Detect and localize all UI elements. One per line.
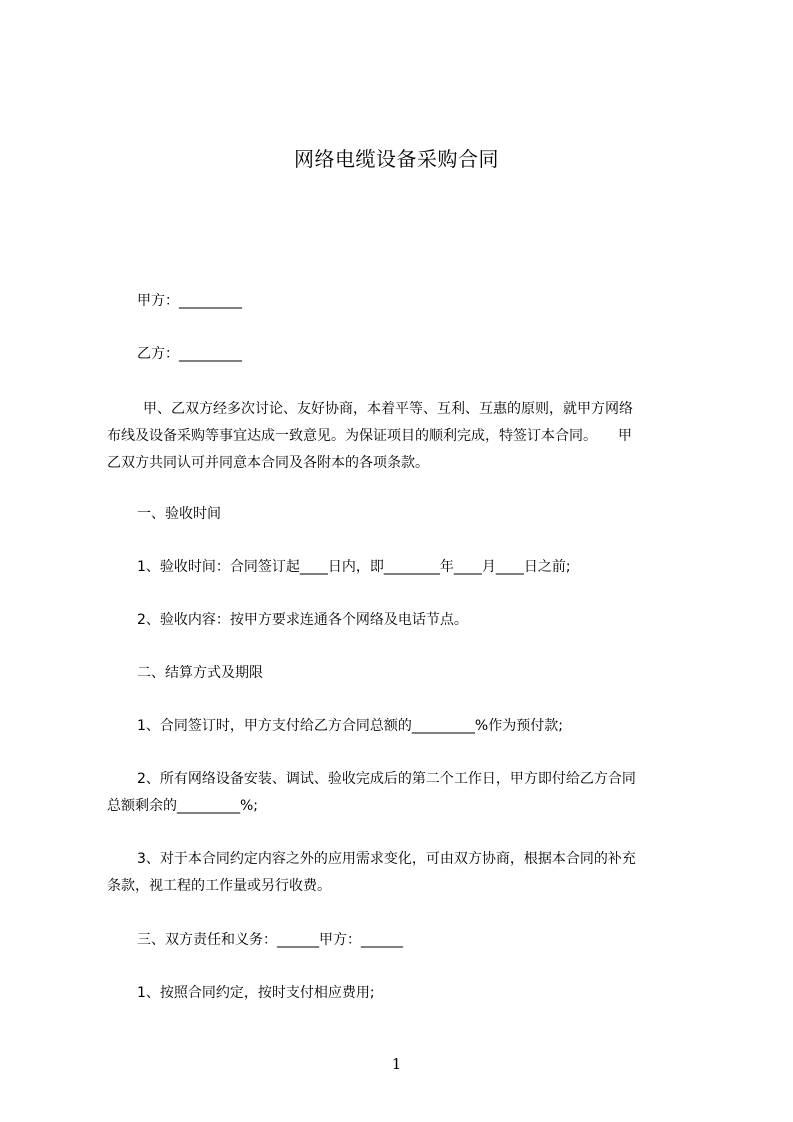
party-a-line: 甲方：_________ <box>137 293 242 309</box>
intro-line: 布线及设备采购等事宜达成一致意见。为保证项目的顺利完成，特签订本合同。 甲 <box>107 428 632 444</box>
settlement-item-line: 总额剩余的_________%; <box>107 798 259 814</box>
section-heading-responsibilities: 三、双方责任和义务：______甲方：______ <box>137 932 403 948</box>
contract-title: 网络电缆设备采购合同 <box>294 147 499 171</box>
settlement-item-line: 3、对于本合同约定内容之外的应用需求变化，可由双方协商，根据本合同的补充 <box>137 851 636 867</box>
responsibility-item: 1、按照合同约定，按时支付相应费用; <box>137 985 375 1001</box>
section-heading-acceptance: 一、验收时间 <box>137 506 221 522</box>
intro-line: 甲、乙双方经多次讨论、友好协商，本着平等、互利、互惠的原则，就甲方网络 <box>143 401 633 417</box>
settlement-item-line: 2、所有网络设备安装、调试、验收完成后的第二个工作日，甲方即付给乙方合同 <box>137 771 636 787</box>
settlement-item: 1、合同签订时，甲方支付给乙方合同总额的_________%作为预付款; <box>137 718 563 734</box>
page-number: 1 <box>391 1055 402 1073</box>
party-b-line: 乙方：_________ <box>137 346 242 362</box>
intro-line: 乙双方共同认可并同意本合同及各附本的各项条款。 <box>107 455 429 471</box>
acceptance-item: 2、验收内容：按甲方要求连通各个网络及电话节点。 <box>137 612 468 628</box>
acceptance-item: 1、验收时间：合同签订起____日内，即________年____月____日之前; <box>137 559 571 575</box>
settlement-item-line: 条款，视工程的工作量或另行收费。 <box>107 878 331 894</box>
section-heading-settlement: 二、结算方式及期限 <box>137 665 263 681</box>
